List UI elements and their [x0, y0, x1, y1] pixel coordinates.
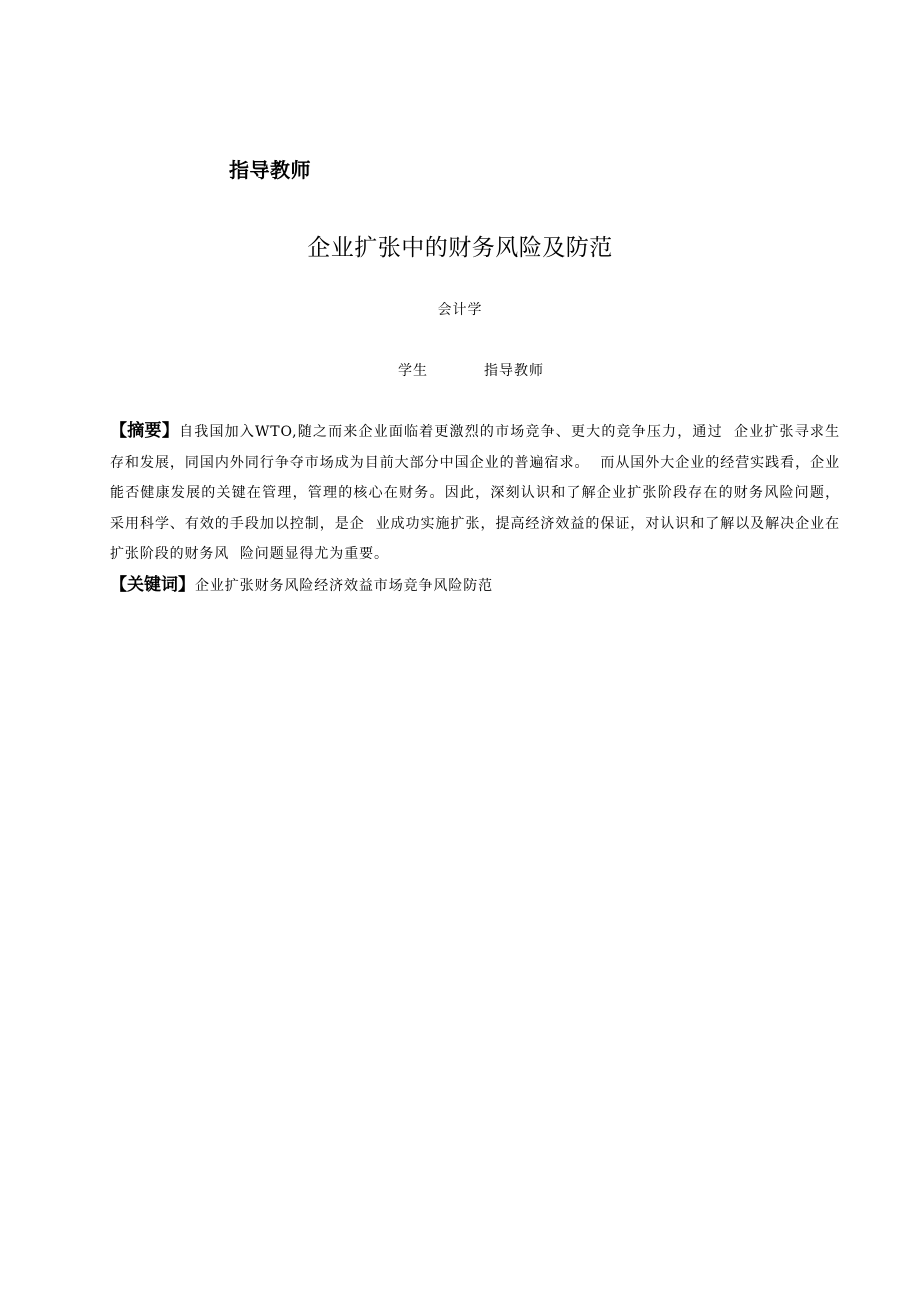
advisor-heading: 指导教师: [229, 158, 311, 182]
byline-advisor-label: 指导教师: [484, 363, 544, 379]
byline: [398, 360, 544, 380]
major-label: 会计学: [437, 302, 483, 318]
keywords-text: 企业扩张财务风险经济效益市场竞争风险防范: [195, 578, 493, 594]
keywords-label: 【关键词】: [110, 575, 195, 595]
abstract-text: 自我国加入WTO,随之而来企业面临着更激烈的市场竞争、更大的竞争压力，通过 企业扩张寻求生存和发展，同国内外同行争夺市场成为目前大部分中国企业的普遍宿求。 而从国外大企业的经营实践看，企业能否健康发展的关键在管理，管理的核心在财务。因此，深刻认识和了解企业扩张阶段存在的财务风险问题，采用科学、有效的手段加以控制，是企 业成功实施扩张，提高经济效益的保证，对认识和了解以及解决企业在扩张阶段的财务风 险问题显得尤为重要。: [110, 424, 840, 562]
abstract-label: 【摘要】: [110, 421, 180, 441]
student-label: 学生: [398, 363, 428, 379]
keywords-line: [110, 570, 840, 601]
paper-title: 企业扩张中的财务风险及防范: [307, 235, 613, 261]
abstract-paragraph: [110, 416, 840, 570]
